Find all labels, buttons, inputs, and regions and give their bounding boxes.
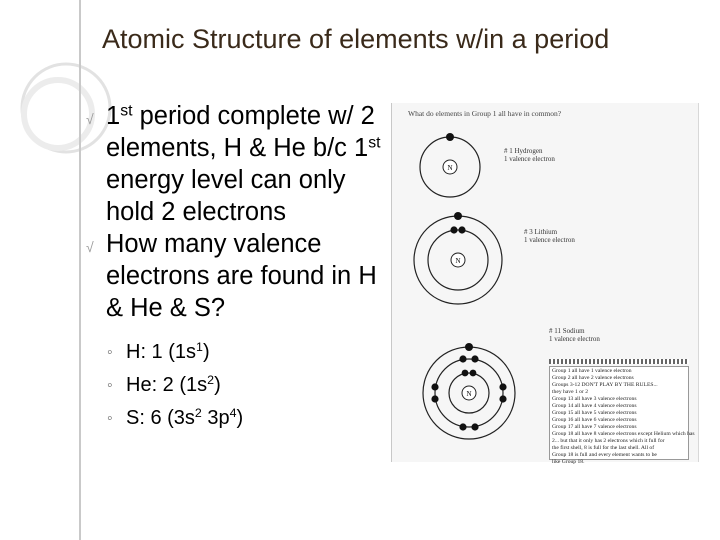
sub-bullet-item: ◦ S: 6 ($3s^2$ $3p^4$) — [86, 402, 386, 435]
electron — [454, 212, 462, 220]
bullet-text-part: energy level can only hold 2 electrons — [106, 166, 346, 226]
group-row: they have 1 or 2 — [552, 389, 589, 395]
group-row: Group 14 all have 4 valence electrons — [552, 403, 637, 409]
atom-label: # 11 Sodium 1 valence electron — [549, 327, 600, 343]
nucleus-label: N — [447, 164, 453, 172]
nucleus-label: N — [466, 390, 472, 398]
superscript: st — [120, 102, 133, 120]
nucleus-label: N — [455, 257, 461, 265]
sub-bullet-item: ◦ H: 1 $(1s^1)$ — [86, 336, 386, 369]
electron — [446, 133, 454, 141]
electron — [458, 226, 465, 233]
atom-label: # 3 Lithium 1 valence electron — [524, 228, 575, 244]
sodium-atom — [423, 343, 515, 439]
sub-bullet-marker-icon: ◦ — [107, 344, 113, 361]
bullet-item — [86, 100, 386, 228]
bullet-text-part: period complete w/ 2 elements, H & He b/c 1 — [106, 102, 375, 162]
bullet-marker-icon: √ — [86, 239, 94, 255]
sub-bullet-item: ◦ He: 2 $(1s^2)$ — [86, 369, 386, 402]
sub-bullet-marker-icon: ◦ — [107, 377, 113, 394]
bullet-text: How many valence electrons are found in H & He & S? — [106, 230, 377, 322]
group-row: Group 13 all have 3 valence electrons — [552, 396, 637, 402]
lithium-atom — [414, 212, 502, 304]
group-row: the first shell, 8 is full for the last shell. All of — [552, 445, 655, 451]
group-row: Group 16 all have 6 valence electrons — [552, 417, 637, 423]
slide-divider-line — [79, 0, 81, 540]
electron — [450, 226, 457, 233]
group-row: Group 1 all have 1 valence electron — [552, 368, 632, 374]
group-row: Group 18 is full and every element wants to be — [552, 452, 657, 458]
group-row: 2... but that it only has 2 electrons which it full for — [552, 438, 665, 444]
atom-diagram-image — [391, 103, 699, 465]
group-row: Group 18 all have 8 valence electrons except Helium which has — [552, 431, 695, 437]
hydrogen-atom — [420, 133, 480, 197]
decorative-stamp — [549, 359, 689, 364]
figure-heading: What do elements in Group 1 all have in common? — [408, 109, 562, 118]
bullet-marker-icon: √ — [86, 111, 94, 127]
atom-label: # 1 Hydrogen 1 valence electron — [504, 147, 555, 163]
group-summary-box — [549, 366, 695, 465]
group-row: Group 15 all have 5 valence electrons — [552, 410, 637, 416]
group-row: Group 2 all have 2 valence electrons — [552, 375, 634, 381]
group-row: like Group 18. — [552, 459, 585, 465]
bullet-list — [86, 100, 386, 435]
sub-bullet-marker-icon: ◦ — [107, 410, 113, 427]
superscript: st — [368, 134, 381, 152]
group-row: Group 17 all have 7 valence electrons — [552, 424, 637, 430]
first-number: 1 — [106, 102, 121, 130]
group-row: Groups 3-12 DON'T PLAY BY THE RULES... — [552, 382, 658, 388]
slide-title: Atomic Structure of elements w/in a period — [102, 24, 610, 54]
bullet-item — [86, 228, 386, 324]
